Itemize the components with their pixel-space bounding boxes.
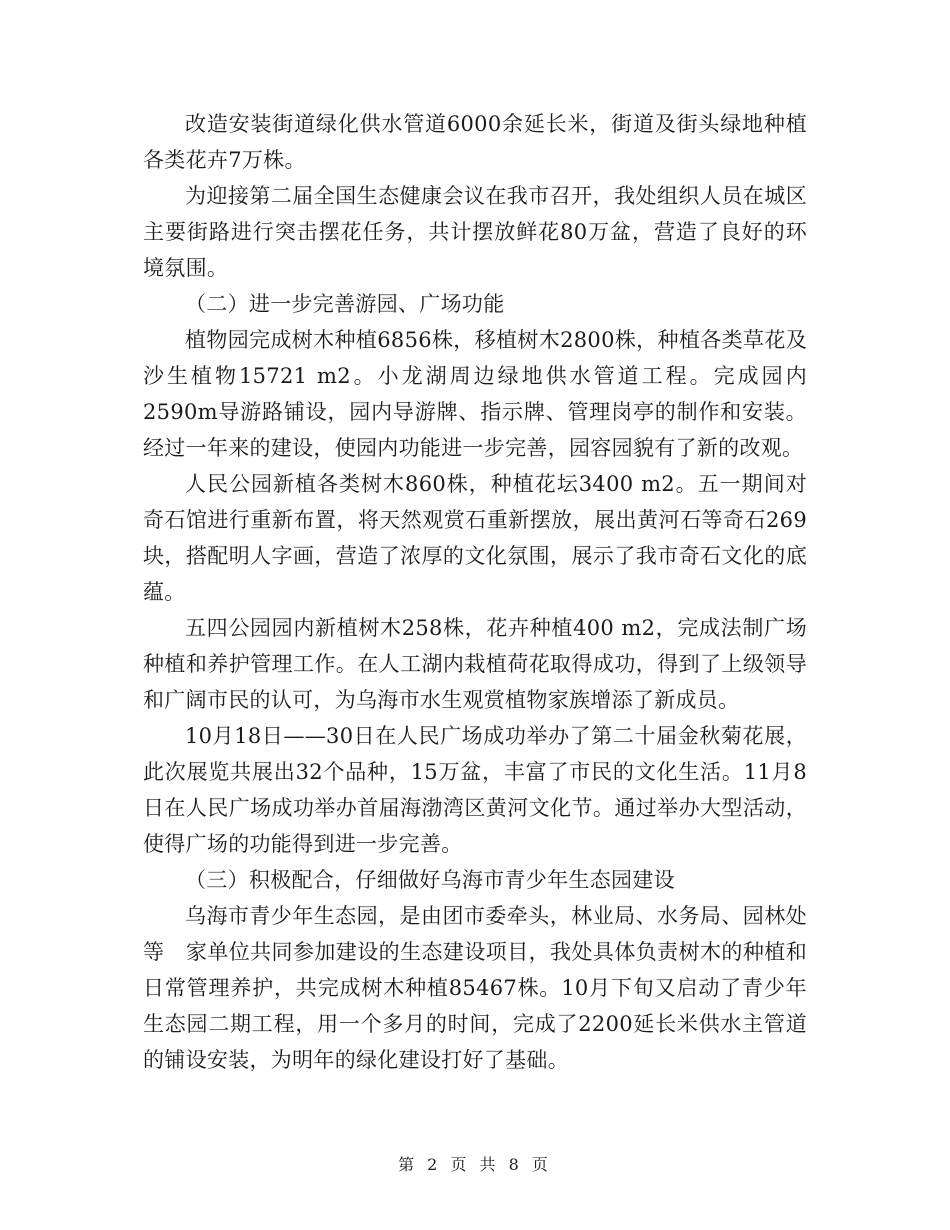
section-heading-youth-eco-park: （三）积极配合，仔细做好乌海市青少年生态园建设	[185, 868, 675, 892]
paragraph-botanical-garden: 植物园完成树木种植6856株，移植树木2800株，种植各类草花及沙生植物15721 m2。小龙湖周边绿地供水管道工程。完成园内2590m导游路铺设，园内导游牌、指示牌、管理岗亭的制作和安装。经过一年来的建设，使园内功能进一步完善，园容园貌有了新的改观。	[143, 328, 807, 460]
page-number-footer: 第 2 页 共 8 页	[398, 1155, 552, 1174]
paragraph-greening-pipes: 改造安装街道绿化供水管道6000余延长米，街道及街头绿地种植各类花卉7万株。	[143, 112, 807, 172]
paragraph-chrysanthemum-show: 10月18日——30日在人民广场成功举办了第二十届金秋菊花展，此次展览共展出32个品种，15万盆，丰富了市民的文化生活。11月8日在人民广场成功举办首届海渤湾区黄河文化节。通过举办大型活动，使得广场的功能得到进一步完善。	[143, 724, 807, 856]
paragraph-peoples-park: 人民公园新植各类树木860株，种植花坛3400 m2。五一期间对奇石馆进行重新布置，将天然观赏石重新摆放，展出黄河石等奇石269块，搭配明人字画，营造了浓厚的文化氛围，展示了我市奇石文化的底蕴。	[143, 472, 807, 604]
paragraph-youth-eco-park: 乌海市青少年生态园，是由团市委牵头，林业局、水务局、园林处等 家单位共同参加建设的生态建设项目，我处具体负责树木的种植和日常管理养护，共完成树木种植85467株。10月下旬又启动了青少年生态园二期工程，用一个多月的时间，完成了2200延长米供水主管道的铺设安装，为明年的绿化建设打好了基础。	[143, 904, 807, 1072]
paragraph-wusi-park: 五四公园园内新植树木258株，花卉种植400 m2，完成法制广场种植和养护管理工作。在人工湖内栽植荷花取得成功，得到了上级领导和广阔市民的认可，为乌海市水生观赏植物家族增添了新成员。	[143, 616, 807, 712]
document-body	[143, 106, 807, 1078]
section-heading-parks-squares: （二）进一步完善游园、广场功能	[185, 292, 505, 316]
paragraph-flower-display: 为迎接第二届全国生态健康会议在我市召开，我处组织人员在城区主要街路进行突击摆花任务，共计摆放鲜花80万盆，营造了良好的环境氛围。	[143, 184, 807, 280]
